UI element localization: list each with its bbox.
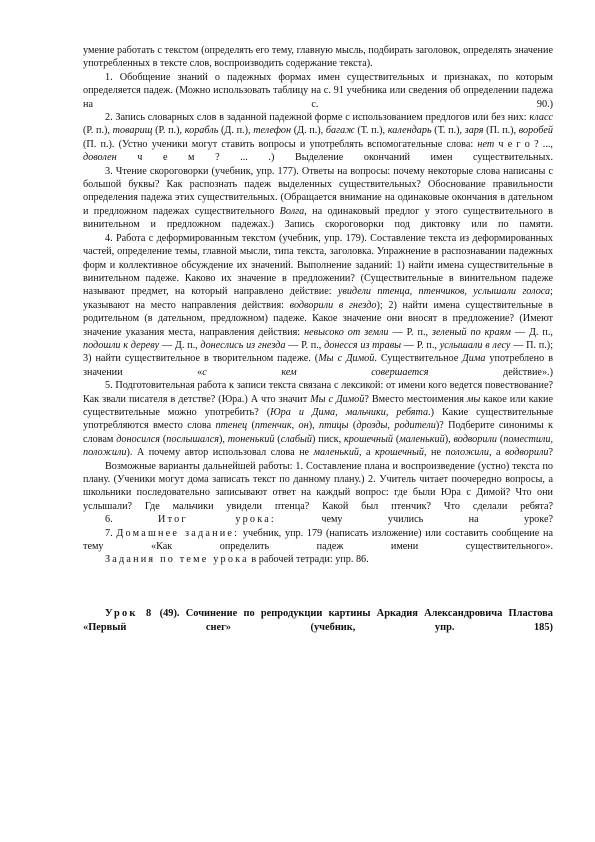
italic-text: послышался <box>166 433 219 445</box>
text-run: ), <box>218 433 228 445</box>
text-run: (Т. п.), <box>431 125 465 137</box>
paragraph-p3 <box>83 165 553 232</box>
text-run: )? Подберите синонимы к словам <box>83 420 553 445</box>
text-run: .) Какие существительные употребляются вместо слова <box>83 406 553 432</box>
text-run: , на одинаковый предлог у этого существительного в винительном и предложном падежах.) Запись скороговорки под диктовку или по памяти. <box>83 205 553 231</box>
document-body <box>83 44 553 635</box>
italic-text: Дима <box>462 353 486 365</box>
text-run: 2. Запись словарных слов в заданной падежной форме с использованием предлогов или без них: <box>105 112 530 124</box>
text-run: ); 2) найти имена существительные в родительном (в дательном, предложном) падеже. Какое значение они вносят в предложение? (Имеют значение указания места, направления действия: <box>83 299 553 338</box>
italic-text: невысоко от земли <box>304 326 389 338</box>
text-run: ( <box>392 433 400 445</box>
italic-text: Юра и Дима, мальчики, ребята <box>270 406 429 418</box>
paragraph-p9 <box>83 553 553 566</box>
italic-text: слабый <box>280 433 312 445</box>
text-run: (Т. п.), <box>354 125 388 137</box>
text-run: ? Вместо местоимения <box>364 393 467 405</box>
text-run: (Д. п.), <box>291 125 326 137</box>
paragraph-p1 <box>83 71 553 111</box>
text-run: в рабочей тетради: упр. 86. <box>248 554 369 566</box>
text-run: умение работать с текстом (определять его тему, главную мысль, подбирать заголовок, определять значение употребленных в тексте слов, воспроизводить содержание текста). <box>83 45 553 70</box>
italic-text: крошечный <box>344 433 393 445</box>
text-run: , не <box>424 447 446 459</box>
text-run: — Д. п., <box>510 326 553 338</box>
paragraph-p2 <box>83 111 553 165</box>
text-run: — Р. п., <box>388 326 433 338</box>
text-run: — Р. п., <box>285 339 325 351</box>
text-run: ч е м ? ... .) Выделение окончаний имен существительных. <box>116 152 553 164</box>
italic-text: птицы <box>319 420 349 432</box>
text-run: ), <box>444 433 454 445</box>
text-run: чему учились на уроке? <box>275 514 554 526</box>
paragraph-p5 <box>83 379 553 459</box>
text-run: какое или какие существительные можно употребить? ( <box>83 393 553 418</box>
italic-text: увидели птенца, птенчиков, услышали голоса <box>337 286 551 298</box>
italic-text: птенчик, он <box>254 420 309 432</box>
paragraph-p4 <box>83 232 553 379</box>
text-run: (П. п.), <box>483 125 519 137</box>
text-run: действие».) <box>428 366 553 378</box>
italic-text: водворили <box>453 433 497 445</box>
text-run: — Р. п., <box>401 339 440 351</box>
italic-text: календарь <box>387 125 432 137</box>
text-run: 7. <box>105 527 117 539</box>
italic-text: доволен <box>83 152 117 164</box>
text-run: учебник, упр. 179 (написать изложение) или составить сообщение на тему «Как определить падеж имени существительного». <box>83 527 553 553</box>
italic-text: зеленый по краям <box>432 326 511 338</box>
text-run: (Д. п.), <box>218 125 254 137</box>
italic-text: Мы с Димой <box>310 393 365 405</box>
italic-text: поместили, положили <box>83 433 553 459</box>
text-run: Возможные варианты дальнейшей работы: 1. Составление плана и воспроизведение (устно) текста по плану. (Ученики могут дома записать текст по данному плану.) 2. Учитель читает поочередно вопросы, а школьники последовательно записывают ответ на каждый вопрос: где были Юра с Димой? Что они услышали? Где мальчики увидели птенца? Какой был птенчик? Что сделали ребята? <box>83 460 553 512</box>
text-run: , а <box>359 447 376 459</box>
italic-text: услышали в лесу <box>439 339 511 351</box>
text-run: 4. Работа с деформированным текстом (учебник, упр. 179). Составление текста из деформированных частей, определение темы, главной мысли, типа текста, заголовка. Упражнение в распознавании падежных форм и коллективное обсуждение их значений. Выполнение заданий: 1) найти имена существительные в винительном падеже. Каково их значение в предложении? (Существительные в винительном падеже называют предмет, на который направлено действие: <box>83 232 553 298</box>
spaced-heading-text: Итог урока: <box>158 514 276 526</box>
text-run: (Р. п.), <box>152 125 185 137</box>
lesson-heading <box>83 607 553 635</box>
italic-text: товарищ <box>112 125 153 137</box>
text-run: 3. Чтение скороговорки (учебник, упр. 177). Ответы на вопросы: почему некоторые слова написаны с большой буквы? Как распознать падеж выделенных существительных? Обоснование правильности определения падежа этих существительных. (Обращается внимание на одинаковые окончания в дательном и предложном падежах существительного <box>83 165 553 217</box>
text-run: ( <box>160 433 167 445</box>
text-run: , а <box>488 447 505 459</box>
italic-text: воробей <box>518 125 553 137</box>
paragraph-p6 <box>83 460 553 514</box>
italic-text: положили <box>445 447 489 459</box>
text-run: 5. Подготовительная работа к записи текста связана с лексикой: от имени кого ведется повествование? Как звали писателя в детстве? (Юра.) А что значит <box>83 380 553 405</box>
text-run: (49). Сочинение по репродукции картины Аркадия Александровича Пластова «Первый снег» (учебник, упр. 185) <box>83 607 553 633</box>
text-run: 6. <box>105 514 159 526</box>
italic-text: мы <box>466 393 481 405</box>
italic-text: крошечный <box>375 447 424 459</box>
text-run: ( <box>348 420 357 432</box>
italic-text: водворили <box>504 447 549 459</box>
text-run: употреблено в значении « <box>83 353 554 378</box>
text-run: (Р. п.), <box>83 125 113 137</box>
spaced-heading-text: Задания по теме урока <box>105 554 249 566</box>
italic-text: дрозды, родители <box>356 420 436 432</box>
text-run: ; указывают на место направления действия: <box>83 286 553 311</box>
italic-text: водворили в гнездо <box>289 299 377 311</box>
italic-text: багаж <box>325 125 355 137</box>
text-run: — Д. п., <box>159 339 201 351</box>
text-run: ( <box>247 420 255 432</box>
text-run: ( <box>497 433 504 445</box>
text-run: ), <box>308 420 320 432</box>
italic-text: донеслись из гнезда <box>200 339 286 351</box>
italic-text: доносился <box>116 433 161 445</box>
spaced-heading-text: Урок 8 <box>105 607 154 619</box>
text-run: (П. п.). (Устно ученики могут ставить вопросы и употреблять вспомогательные слова: <box>83 138 478 150</box>
paragraph-intro <box>83 44 553 71</box>
text-run: — П. п.); 3) найти существительное в творительном падеже. ( <box>83 339 554 365</box>
text-run: ч е г о ? ..., <box>494 138 553 150</box>
text-run: ( <box>274 433 281 445</box>
spaced-heading-text: Домашнее задание: <box>116 527 240 539</box>
italic-text: Волга <box>279 205 305 217</box>
italic-text: с кем совершается <box>202 366 429 378</box>
text-run: . Существительное <box>374 353 463 365</box>
italic-text: нет <box>477 138 495 150</box>
italic-text: птенец <box>215 420 248 432</box>
paragraph-p8 <box>83 527 553 554</box>
italic-text: Мы с Димой <box>318 353 375 365</box>
italic-text: класс <box>529 112 553 124</box>
italic-text: маленький <box>313 447 360 459</box>
italic-text: телефон <box>253 125 292 137</box>
paragraph-p7 <box>83 513 553 526</box>
italic-text: корабль <box>184 125 219 137</box>
italic-text: тоненький <box>227 433 275 445</box>
italic-text: подошли к дереву <box>83 339 160 351</box>
italic-text: заря <box>464 125 484 137</box>
text-run: ? <box>548 447 554 459</box>
text-run: 1. Обобщение знаний о падежных формах имен существительных и признаках, по которым определяется падеж. (Можно использовать таблицу на с. 91 учебника или сведения об определении падежа на с. 90.) <box>83 71 553 110</box>
italic-text: донесся из травы <box>324 339 402 351</box>
text-run: ). А почему автор использовал слова не <box>126 447 314 459</box>
italic-text: маленький <box>399 433 445 445</box>
text-run: ) писк, <box>312 433 345 445</box>
